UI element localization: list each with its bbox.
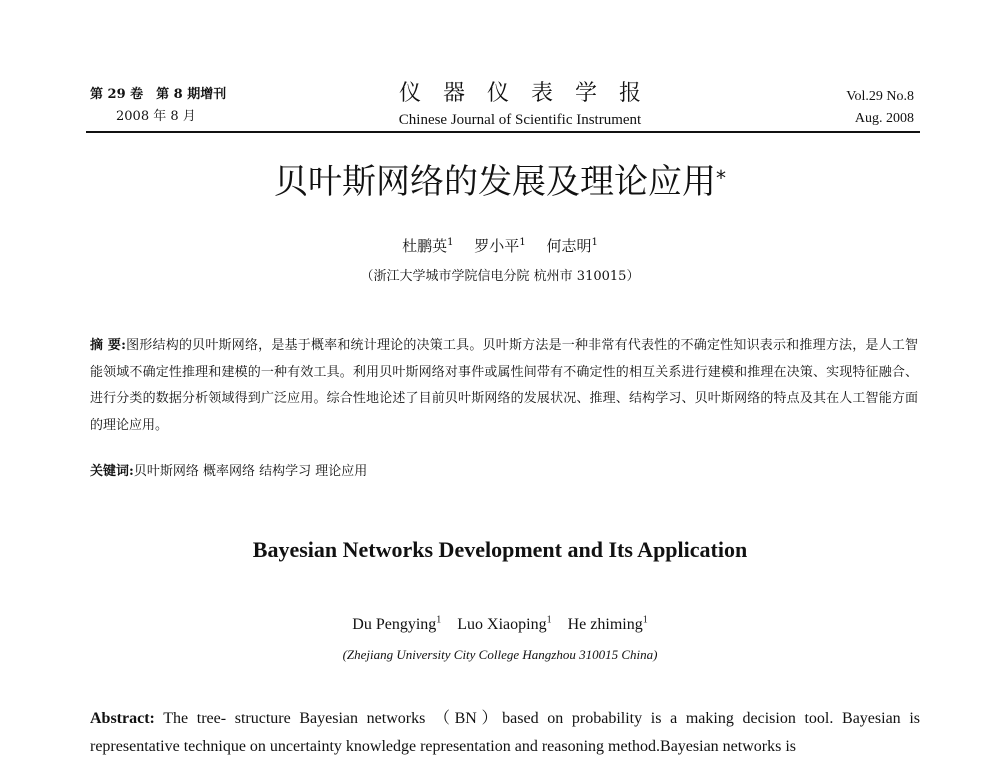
abstract-label-cn: 摘 要: [90, 338, 126, 353]
keywords-text-cn: 贝叶斯网络 概率网络 结构学习 理论应用 [133, 464, 368, 479]
keywords-cn [90, 462, 367, 482]
authors-cn [0, 233, 1000, 256]
author-en [457, 616, 551, 633]
author-name: Luo Xiaoping [457, 616, 547, 634]
author-cn [402, 237, 453, 255]
author-name: Du Pengying [352, 616, 437, 634]
author-affil-mark: 1 [546, 615, 552, 626]
header-rule [86, 131, 920, 133]
volume-issue: 第 29 卷 第 8 期增刊 [90, 87, 227, 102]
author-affil-mark: 1 [642, 615, 648, 626]
author-en [352, 616, 441, 633]
affiliation-en: (Zhejiang University City College Hangzhou 310015 China) [342, 647, 658, 662]
author-name: 何志明 [546, 237, 592, 255]
paper-title-en: Bayesian Networks Development and Its Application [252, 537, 748, 562]
author-name: 杜鹏英 [402, 237, 448, 255]
journal-name-en: Chinese Journal of Scientific Instrument [398, 112, 642, 128]
issue-date-en: Aug. 2008 [854, 111, 914, 126]
volume-info-en [846, 86, 914, 130]
affiliation-cn: （浙江大学城市学院信电分院 杭州市 310015） [360, 269, 640, 284]
authors-en [0, 610, 1000, 636]
issue-date: 2008 年 8 月 [116, 109, 196, 124]
author-name: 罗小平 [474, 237, 520, 255]
title-footnote-mark: * [716, 166, 726, 190]
abstract-cn [90, 333, 918, 439]
journal-name-cn: 仪器仪表学报 [398, 81, 663, 106]
volume-number-en: Vol.29 No.8 [846, 89, 914, 104]
author-en [568, 616, 648, 633]
author-cn [546, 237, 597, 255]
author-affil-mark: 1 [447, 237, 454, 248]
issue-info [90, 84, 226, 128]
author-affil-mark: 1 [519, 237, 526, 248]
author-cn [474, 237, 525, 255]
author-affil-mark: 1 [436, 615, 442, 626]
abstract-text-cn: 图形结构的贝叶斯网络，是基于概率和统计理论的决策工具。贝叶斯方法是一种非常有代表性的不确定性知识表示和推理方法，是人工智能领域不确定性推理和建模的一种有效工具。利用贝叶斯网络对事件或属性间带有不确定性的相互关系进行建模和推理在决策、实现特征融合、进行分类的数据分析领域得到广泛应用。综合性地论述了目前贝叶斯网络的发展状况、推理、结构学习、贝叶斯网络的特点及其在人工智能方面的理论应用。 [90, 338, 918, 433]
abstract-label-en: Abstract: [90, 710, 155, 727]
author-affil-mark: 1 [591, 237, 598, 248]
title-text-cn: 贝叶斯网络的发展及理论应用 [274, 162, 716, 202]
author-name: He zhiming [567, 616, 643, 634]
paper-title-cn [0, 160, 1000, 204]
abstract-en [90, 705, 920, 761]
abstract-text-en: The tree- structure Bayesian networks （BN）based on probability is a making decision tool. Bayesian is representative technique on uncertainty knowledge representation and reasoning method.Bayesian networks is [90, 710, 920, 755]
keywords-label-cn: 关键词: [90, 464, 134, 479]
journal-name [360, 80, 680, 130]
